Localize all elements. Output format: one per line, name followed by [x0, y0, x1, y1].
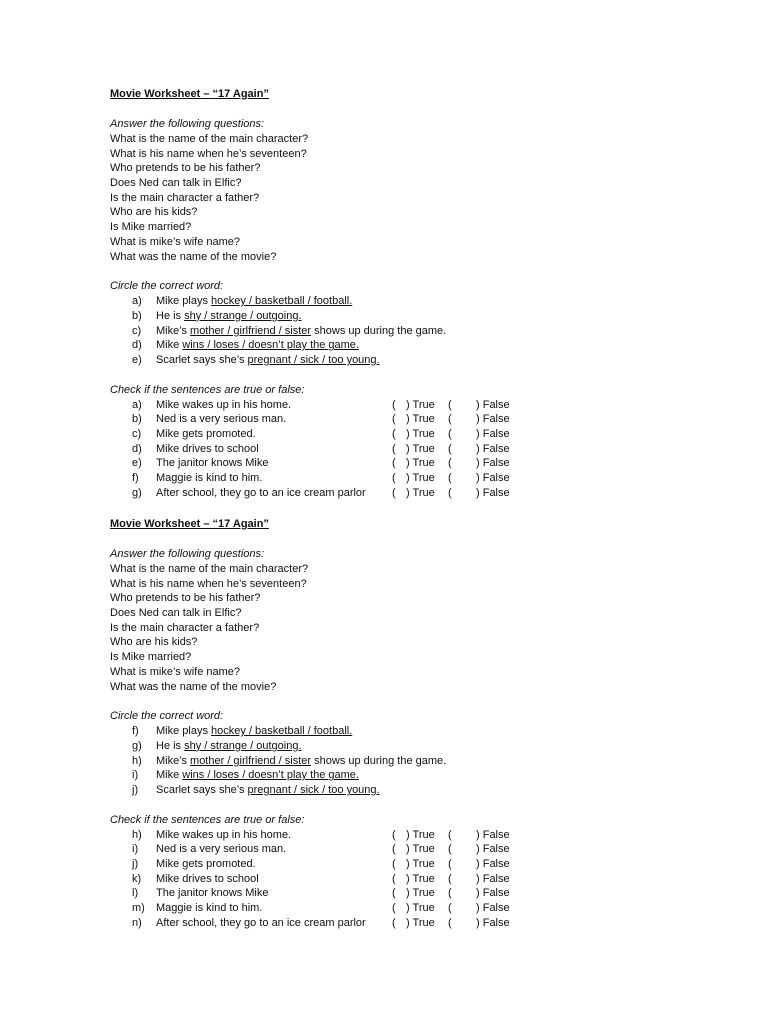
- true-checkbox[interactable]: (: [392, 843, 396, 856]
- true-label: ) True: [406, 902, 435, 915]
- word-choices[interactable]: shy / strange / outgoing.: [184, 309, 302, 322]
- item-text: [156, 338, 359, 353]
- true-checkbox[interactable]: (: [392, 828, 396, 841]
- question: What is mike’s wife name?: [110, 235, 241, 248]
- item-label: l): [132, 887, 139, 900]
- false-checkbox[interactable]: (: [448, 858, 452, 870]
- false-label: ) False: [476, 457, 510, 470]
- statement: Maggie is kind to him.: [156, 902, 263, 915]
- item-label: h): [132, 754, 142, 767]
- false-checkbox[interactable]: (: [448, 486, 452, 499]
- word-choices[interactable]: hockey / basketball / football.: [211, 725, 353, 738]
- false-label: ) False: [476, 887, 510, 900]
- circle-item: [110, 739, 730, 754]
- item-label: n): [132, 916, 142, 929]
- question: Does Ned can talk in Elfic?: [110, 177, 242, 190]
- item-label: c): [132, 428, 142, 440]
- true-checkbox[interactable]: (: [392, 398, 396, 411]
- false-checkbox[interactable]: (: [448, 916, 452, 929]
- true-false-item: [110, 456, 730, 471]
- item-label: a): [132, 295, 142, 308]
- false-label: ) False: [476, 486, 510, 499]
- false-checkbox[interactable]: (: [448, 428, 452, 440]
- true-false-item: [110, 442, 730, 457]
- false-label: ) False: [476, 828, 510, 841]
- item-label: b): [132, 413, 142, 426]
- question: Who are his kids?: [110, 636, 198, 649]
- true-false-item: [110, 486, 730, 501]
- statement: Mike wakes up in his home.: [156, 398, 292, 411]
- item-label: h): [132, 828, 142, 841]
- item-text: [156, 739, 302, 754]
- true-checkbox[interactable]: (: [392, 872, 396, 885]
- item-text: [156, 724, 352, 739]
- item-text: [156, 324, 446, 339]
- true-false-item: [110, 412, 730, 427]
- item-text: [156, 309, 302, 324]
- item-prefix: Mike’s: [156, 754, 191, 767]
- question: Who pretends to be his father?: [110, 162, 261, 175]
- item-label: g): [132, 486, 142, 499]
- true-label: ) True: [406, 428, 435, 440]
- question: Is Mike married?: [110, 221, 192, 234]
- questions-heading: Answer the following questions:: [110, 118, 265, 130]
- item-text: [156, 768, 359, 783]
- question: What is his name when he’s seventeen?: [110, 577, 307, 590]
- statement: Mike gets promoted.: [156, 428, 256, 440]
- false-checkbox[interactable]: (: [448, 413, 452, 426]
- item-prefix: Scarlet says she’s: [156, 353, 248, 366]
- true-false-list: [110, 828, 730, 931]
- true-checkbox[interactable]: (: [392, 902, 396, 915]
- statement: Mike drives to school: [156, 442, 259, 455]
- true-false-heading: Check if the sentences are true or false:: [110, 383, 305, 396]
- true-checkbox[interactable]: (: [392, 413, 396, 426]
- true-checkbox[interactable]: (: [392, 472, 396, 485]
- true-label: ) True: [406, 887, 435, 900]
- item-label: e): [132, 353, 142, 366]
- word-choices[interactable]: mother / girlfriend / sister: [190, 754, 312, 767]
- questions-list: [110, 132, 730, 264]
- false-label: ) False: [476, 843, 510, 856]
- circle-item: [110, 754, 730, 769]
- worksheet-title: Movie Worksheet – “17 Again”: [110, 88, 269, 100]
- circle-heading: Circle the correct word:: [110, 710, 224, 723]
- word-choices[interactable]: wins / loses / doesn’t play the game.: [182, 339, 359, 352]
- true-false-item: [110, 916, 730, 931]
- item-label: d): [132, 339, 142, 352]
- false-checkbox[interactable]: (: [448, 902, 452, 915]
- statement: Ned is a very serious man.: [156, 413, 287, 426]
- worksheet-title: Movie Worksheet – “17 Again”: [110, 518, 269, 530]
- question: Who pretends to be his father?: [110, 592, 261, 605]
- true-false-heading: Check if the sentences are true or false:: [110, 813, 305, 826]
- item-label: f): [132, 725, 139, 738]
- true-label: ) True: [406, 413, 435, 426]
- statement: Mike drives to school: [156, 872, 259, 885]
- circle-item: [110, 324, 730, 339]
- statement: Maggie is kind to him.: [156, 472, 263, 485]
- true-checkbox[interactable]: (: [392, 457, 396, 470]
- statement: The janitor knows Mike: [156, 887, 269, 900]
- item-label: i): [132, 769, 139, 782]
- statement: Ned is a very serious man.: [156, 843, 287, 856]
- item-prefix: Mike plays: [156, 295, 212, 308]
- item-label: b): [132, 309, 142, 322]
- item-label: j): [132, 858, 139, 870]
- false-label: ) False: [476, 858, 510, 870]
- false-label: ) False: [476, 398, 510, 411]
- statement: After school, they go to an ice cream parlor: [156, 486, 366, 499]
- item-prefix: Mike’s: [156, 324, 191, 337]
- true-label: ) True: [406, 828, 435, 841]
- false-label: ) False: [476, 442, 510, 455]
- circle-list: [110, 724, 730, 797]
- item-suffix: shows up during the game.: [311, 754, 447, 767]
- word-choices[interactable]: shy / strange / outgoing.: [184, 739, 302, 752]
- true-label: ) True: [406, 457, 435, 470]
- true-false-list: [110, 398, 730, 501]
- question: Is the main character a father?: [110, 621, 260, 634]
- false-checkbox[interactable]: (: [448, 872, 452, 885]
- word-choices[interactable]: hockey / basketball / football.: [211, 295, 353, 308]
- worksheet: [110, 517, 730, 930]
- false-checkbox[interactable]: (: [448, 457, 452, 470]
- true-label: ) True: [406, 442, 435, 455]
- false-checkbox[interactable]: (: [448, 472, 452, 485]
- questions-list: [110, 562, 730, 694]
- item-prefix: Mike: [156, 769, 183, 782]
- true-label: ) True: [406, 916, 435, 929]
- true-false-item: [110, 471, 730, 486]
- statement: The janitor knows Mike: [156, 457, 269, 470]
- item-prefix: Scarlet says she’s: [156, 783, 248, 796]
- false-checkbox[interactable]: (: [448, 843, 452, 856]
- question: Does Ned can talk in Elfic?: [110, 607, 242, 620]
- true-label: ) True: [406, 486, 435, 499]
- item-text: [156, 783, 380, 798]
- item-label: i): [132, 843, 139, 856]
- item-label: c): [132, 324, 142, 337]
- item-text: [156, 353, 380, 368]
- item-label: j): [132, 783, 139, 796]
- worksheet: [110, 87, 730, 500]
- false-checkbox[interactable]: (: [448, 828, 452, 841]
- true-false-item: [110, 901, 730, 916]
- true-checkbox[interactable]: (: [392, 916, 396, 929]
- question: What is the name of the main character?: [110, 563, 309, 575]
- item-label: a): [132, 398, 142, 411]
- circle-list: [110, 294, 730, 367]
- false-label: ) False: [476, 472, 510, 485]
- question: What is his name when he’s seventeen?: [110, 147, 307, 160]
- false-checkbox[interactable]: (: [448, 442, 452, 455]
- item-label: f): [132, 472, 139, 485]
- true-label: ) True: [406, 398, 435, 411]
- false-checkbox[interactable]: (: [448, 887, 452, 900]
- item-prefix: Mike: [156, 339, 183, 352]
- item-label: k): [132, 872, 142, 885]
- statement: After school, they go to an ice cream parlor: [156, 916, 366, 929]
- questions-heading: Answer the following questions:: [110, 548, 265, 560]
- circle-item: [110, 783, 730, 798]
- false-label: ) False: [476, 916, 510, 929]
- true-label: ) True: [406, 872, 435, 885]
- false-label: ) False: [476, 413, 510, 426]
- true-false-item: [110, 857, 730, 872]
- word-choices[interactable]: pregnant / sick / too young.: [247, 353, 380, 366]
- item-prefix: Mike plays: [156, 725, 212, 738]
- question: Is the main character a father?: [110, 191, 260, 204]
- true-checkbox[interactable]: (: [392, 887, 396, 900]
- question: What is the name of the main character?: [110, 133, 309, 145]
- true-false-item: [110, 398, 730, 413]
- item-text: [156, 754, 446, 769]
- false-label: ) False: [476, 428, 510, 440]
- true-checkbox[interactable]: (: [392, 442, 396, 455]
- item-suffix: shows up during the game.: [311, 324, 447, 337]
- false-checkbox[interactable]: (: [448, 398, 452, 411]
- item-label: m): [132, 902, 145, 915]
- circle-heading: Circle the correct word:: [110, 280, 224, 293]
- word-choices[interactable]: pregnant / sick / too young.: [247, 783, 380, 796]
- false-label: ) False: [476, 872, 510, 885]
- item-label: g): [132, 739, 142, 752]
- question: Who are his kids?: [110, 206, 198, 219]
- item-label: e): [132, 457, 142, 470]
- circle-item: [110, 353, 730, 368]
- true-false-item: [110, 427, 730, 442]
- word-choices[interactable]: mother / girlfriend / sister: [190, 324, 312, 337]
- question: Is Mike married?: [110, 651, 192, 664]
- circle-item: [110, 309, 730, 324]
- circle-item: [110, 724, 730, 739]
- item-label: d): [132, 442, 142, 455]
- item-prefix: He is: [156, 309, 185, 322]
- true-false-item: [110, 886, 730, 901]
- true-label: ) True: [406, 472, 435, 485]
- true-label: ) True: [406, 858, 435, 870]
- true-checkbox[interactable]: (: [392, 428, 396, 440]
- question: What was the name of the movie?: [110, 250, 277, 263]
- question: What was the name of the movie?: [110, 680, 277, 693]
- statement: Mike gets promoted.: [156, 858, 256, 870]
- item-text: [156, 294, 352, 309]
- statement: Mike wakes up in his home.: [156, 828, 292, 841]
- circle-item: [110, 338, 730, 353]
- false-label: ) False: [476, 902, 510, 915]
- item-prefix: He is: [156, 739, 185, 752]
- true-checkbox[interactable]: (: [392, 858, 396, 870]
- word-choices[interactable]: wins / loses / doesn’t play the game.: [182, 769, 359, 782]
- true-false-item: [110, 842, 730, 857]
- true-checkbox[interactable]: (: [392, 486, 396, 499]
- circle-item: [110, 768, 730, 783]
- circle-item: [110, 294, 730, 309]
- true-false-item: [110, 872, 730, 887]
- true-false-item: [110, 828, 730, 843]
- true-label: ) True: [406, 843, 435, 856]
- question: What is mike’s wife name?: [110, 665, 241, 678]
